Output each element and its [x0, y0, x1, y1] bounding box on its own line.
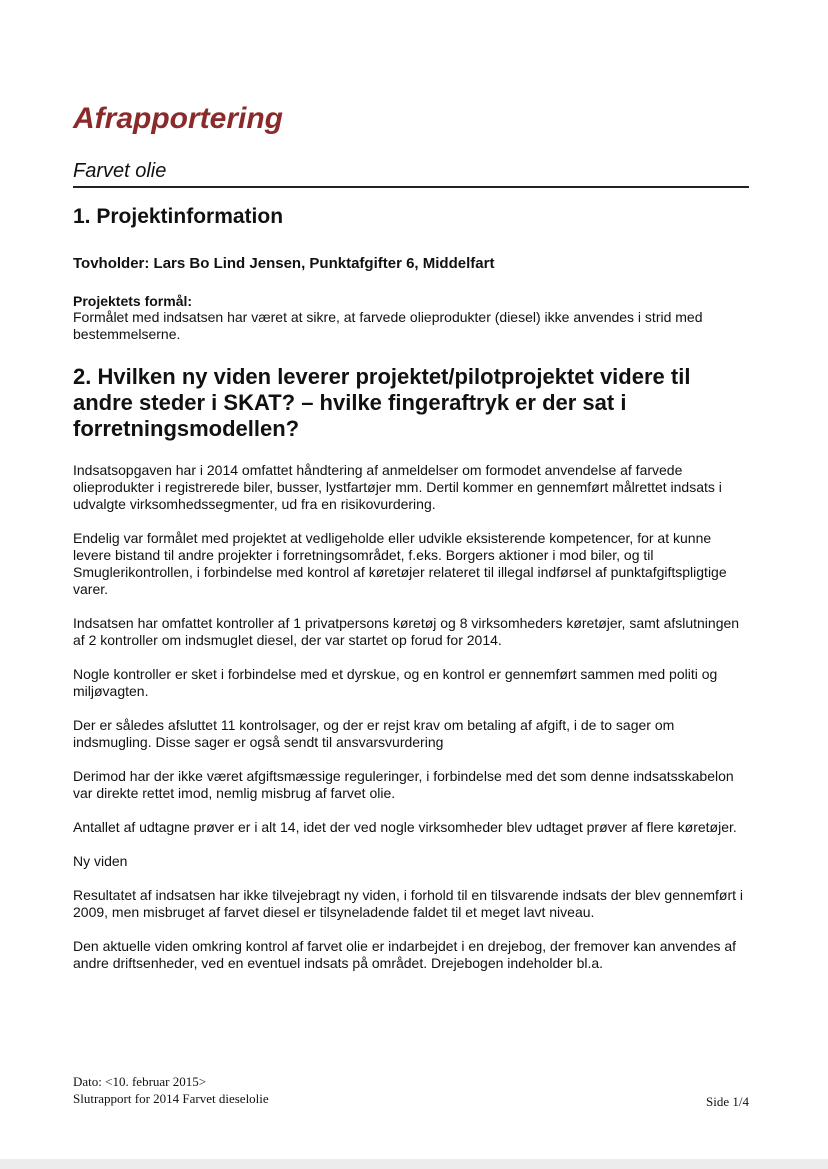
- purpose-text: Formålet med indsatsen har været at sikre, at farvede olieprodukter (diesel) ikke anvendes i strid med bestemmelserne.: [73, 309, 703, 342]
- page-number: Side 1/4: [706, 1094, 749, 1109]
- body-paragraph: Indsatsopgaven har i 2014 omfattet håndtering af anmeldelser om formodet anvendelse af farvede olieprodukter i registrerede biler, busser, lystfartøjer mm. Dertil kommer en gennemført målrettet indsats i udvalgte virksomhedssegmenter, ud fra en risikovurdering.: [73, 462, 722, 512]
- body-paragraph: Endelig var formålet med projektet at vedligeholde eller udvikle eksisterende kompetencer, for at kunne levere bistand til andre projekter i forretningsområdet, f.eks. Borgers aktioner i mod biler, og til Smuglerikontrollen, i forbindelse med kontrol af køretøjer relateret til illegal indførsel af punktafgiftspligtige varer.: [73, 530, 727, 597]
- purpose-heading: Projektets formål:: [73, 293, 193, 309]
- body-paragraph: Derimod har der ikke været afgiftsmæssige reguleringer, i forbindelse med det som denne indsatsskabelon var direkte rettet imod, nemlig misbrug af farvet olie.: [73, 768, 734, 801]
- body-paragraph: Der er således afsluttet 11 kontrolsager, og der er rejst krav om betaling af afgift, i de to sager om indsmugling. Disse sager er også sendt til ansvarsvurdering: [73, 717, 675, 750]
- document-title: Afrapportering: [73, 102, 283, 135]
- body-paragraph: Den aktuelle viden omkring kontrol af farvet olie er indarbejdet i en drejebog, der fremover kan anvendes af andre driftsenheder, ved en eventuel indsats på området. Drejebogen indeholder bl.a.: [73, 938, 737, 971]
- page-footer: [73, 1073, 749, 1107]
- body-paragraph: Indsatsen har omfattet kontroller af 1 privatpersons køretøj og 8 virksomheders køretøjer, samt afslutningen af 2 kontroller om indsmuglet diesel, der var startet op forud for 2014.: [73, 615, 740, 648]
- body-paragraph: Resultatet af indsatsen har ikke tilvejebragt ny viden, i forhold til en tilsvarende indsats der blev gennemført i 2009, men misbruget af farvet diesel er tilsyneladende faldet til et meget lavt niveau.: [73, 887, 744, 920]
- footer-report-name: Slutrapport for 2014 Farvet dieselolie: [73, 1091, 269, 1106]
- scan-bottom-edge: [0, 1159, 828, 1169]
- footer-date: Dato: <10. februar 2015>: [73, 1074, 207, 1089]
- section-2-body: [73, 462, 749, 989]
- ny-viden-label: Ny viden: [73, 853, 128, 869]
- document-subtitle: Farvet olie: [73, 160, 167, 182]
- title-rule: [73, 186, 749, 188]
- section-1-heading: 1. Projektinformation: [73, 205, 284, 228]
- section-2-heading: 2. Hvilken ny viden leverer projektet/pilotprojektet videre til andre steder i SKAT? – hvilke fingeraftryk er der sat i forretningsmodellen?: [73, 364, 691, 441]
- purpose-block: [73, 293, 749, 343]
- body-paragraph: Antallet af udtagne prøver er i alt 14, idet der ved nogle virksomheder blev udtaget prøver af flere køretøjer.: [73, 819, 737, 835]
- tovholder-line: Tovholder: Lars Bo Lind Jensen, Punktafgifter 6, Middelfart: [73, 255, 495, 272]
- body-paragraph: Nogle kontroller er sket i forbindelse med et dyrskue, og en kontrol er gennemført sammen med politi og miljøvagten.: [73, 666, 718, 699]
